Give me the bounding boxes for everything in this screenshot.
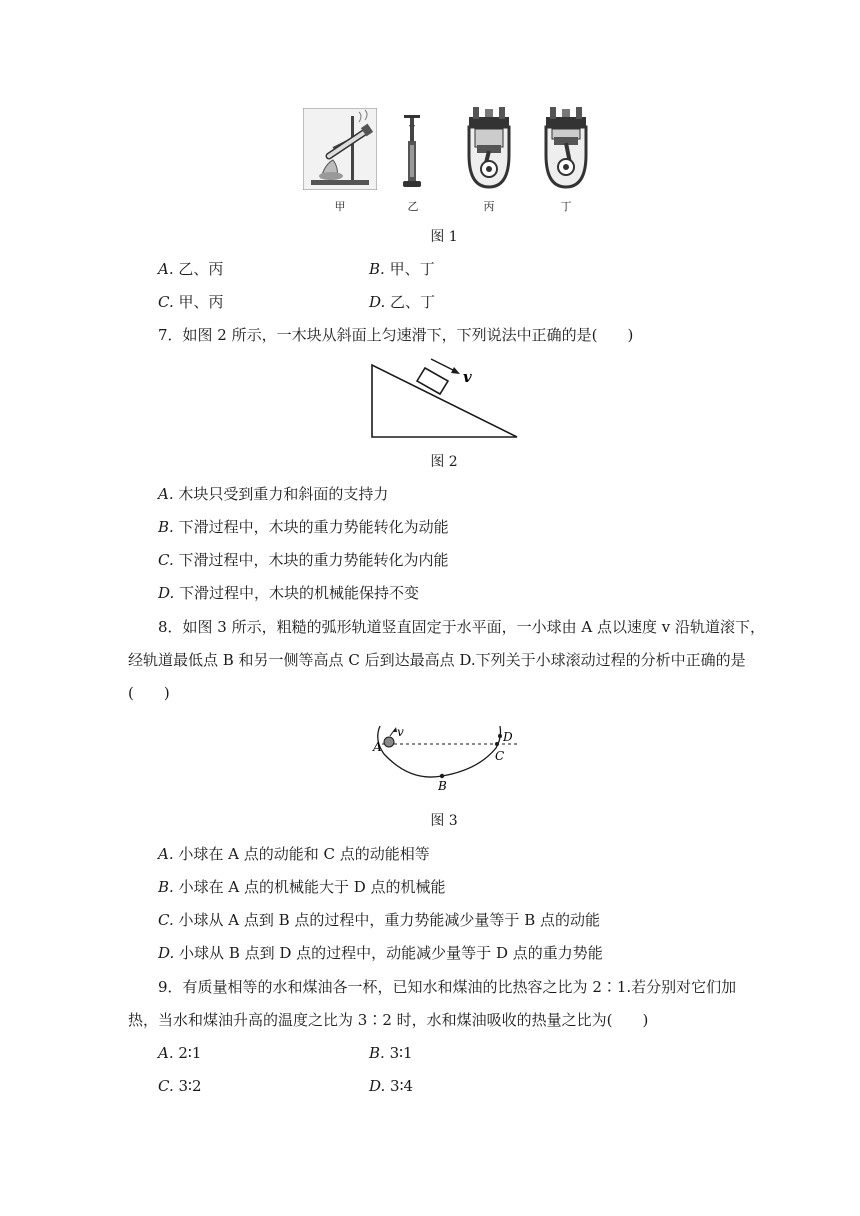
q8-option-d-letter: D.	[158, 944, 175, 962]
q9-option-d-text: 3∶4	[390, 1077, 414, 1095]
q9-option-b-text: 3∶1	[389, 1044, 413, 1062]
q8-option-d-text: 小球从 B 点到 D 点的过程中，动能减少量等于 D 点的重力势能	[179, 944, 603, 962]
q7-option-c-text: 下滑过程中，木块的重力势能转化为内能	[178, 551, 449, 569]
q9-option-a-text: 2∶1	[178, 1044, 202, 1062]
q6-option-d	[369, 291, 435, 313]
q6-option-a	[158, 258, 223, 280]
q8-option-b-letter: B.	[158, 878, 174, 896]
q8-option-c	[158, 909, 600, 931]
q7-option-d-text: 下滑过程中，木块的机械能保持不变	[179, 584, 420, 602]
figure-3-label-v: v	[397, 725, 404, 739]
q8-option-d	[158, 942, 603, 964]
q8-option-a	[158, 843, 430, 865]
figure-1-label-bing: 丙	[483, 200, 495, 213]
q8-stem-line-1: 8．如图 3 所示，粗糙的弧形轨道竖直固定于水平面，一小球由 A 点以速度 v 沿轨道滚下，	[158, 618, 766, 636]
q6-option-d-text: 乙、丁	[390, 293, 436, 311]
q9-option-a	[158, 1042, 201, 1064]
figure-3-label-a: A	[373, 740, 382, 754]
q7-option-a-text: 木块只受到重力和斜面的支持力	[178, 485, 389, 503]
q7-option-b	[158, 516, 449, 538]
figure-3-label-d: D	[503, 730, 513, 744]
figure-3-label-c: C	[495, 749, 505, 763]
q6-option-c-text: 甲、丙	[178, 293, 224, 311]
q9-option-c-text: 3∶2	[178, 1077, 202, 1095]
q6-option-a-text: 乙、丙	[178, 260, 224, 278]
figure-2-caption: 图 2	[430, 454, 458, 470]
q7-option-d	[158, 582, 419, 604]
q8-option-a-text: 小球在 A 点的动能和 C 点的动能相等	[178, 845, 430, 863]
figure-2-velocity-label: v	[463, 368, 472, 386]
q6-option-b-text: 甲、丁	[389, 260, 435, 278]
figure-3-track	[370, 720, 530, 794]
q6-option-b-letter: B.	[369, 260, 385, 278]
q9-option-b-letter: B.	[369, 1044, 385, 1062]
figure-1	[300, 105, 600, 215]
figure-1-bing-image	[463, 105, 515, 189]
figure-1-caption: 图 1	[430, 229, 458, 245]
figure-3-label-b: B	[438, 779, 447, 793]
q9-option-c-letter: C.	[158, 1077, 174, 1095]
q9-stem-line-1: 9．有质量相等的水和煤油各一杯，已知水和煤油的比热容之比为 2∶1.若分别对它们加	[158, 978, 737, 996]
q7-option-a	[158, 483, 388, 505]
q9-option-d-letter: D.	[369, 1077, 386, 1095]
q8-option-b-text: 小球在 A 点的机械能大于 D 点的机械能	[178, 878, 446, 896]
q7-option-a-letter: A.	[158, 485, 174, 503]
figure-3-caption: 图 3	[430, 813, 458, 829]
q6-option-b	[369, 258, 435, 280]
figure-1-jia-image	[303, 108, 377, 190]
q7-option-b-letter: B.	[158, 518, 174, 536]
q6-option-d-letter: D.	[369, 293, 386, 311]
q6-option-c	[158, 291, 224, 313]
q8-option-c-text: 小球从 A 点到 B 点的过程中，重力势能减少量等于 B 点的动能	[178, 911, 600, 929]
figure-1-label-jia: 甲	[334, 200, 346, 213]
q9-stem-line-2: 热，当水和煤油升高的温度之比为 3∶2 时，水和煤油吸收的热量之比为( )	[128, 1011, 649, 1029]
q8-option-c-letter: C.	[158, 911, 174, 929]
q9-option-c	[158, 1075, 202, 1097]
q7-option-b-text: 下滑过程中，木块的重力势能转化为动能	[178, 518, 449, 536]
figure-1-label-yi: 乙	[407, 200, 419, 213]
q7-stem: 7．如图 2 所示，一木块从斜面上匀速滑下，下列说法中正确的是( )	[158, 326, 634, 344]
q7-option-c	[158, 549, 449, 571]
q9-option-d	[369, 1075, 413, 1097]
figure-1-yi-image	[400, 115, 424, 191]
q8-option-b	[158, 876, 446, 898]
figure-1-label-ding: 丁	[560, 200, 572, 213]
q6-option-c-letter: C.	[158, 293, 174, 311]
figure-1-ding-image	[540, 105, 592, 189]
q7-option-c-letter: C.	[158, 551, 174, 569]
q7-option-d-letter: D.	[158, 584, 175, 602]
figure-2-incline	[365, 355, 525, 441]
q8-stem-line-3: ( )	[128, 684, 170, 702]
q8-stem-line-2: 经轨道最低点 B 和另一侧等高点 C 后到达最高点 D.下列关于小球滚动过程的分析中正确的是	[128, 651, 746, 669]
q9-option-b	[369, 1042, 413, 1064]
q9-option-a-letter: A.	[158, 1044, 174, 1062]
q6-option-a-letter: A.	[158, 260, 174, 278]
q8-option-a-letter: A.	[158, 845, 174, 863]
